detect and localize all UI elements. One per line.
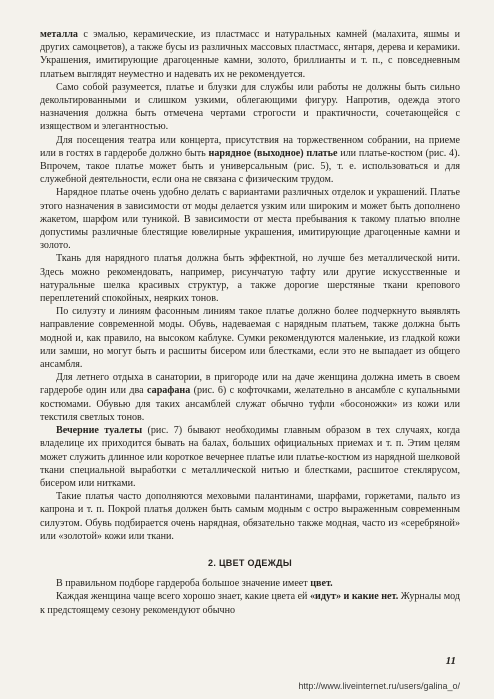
body-text-top xyxy=(40,28,460,543)
text-run: Само собой разумеется, платье и блузки для службы или работы не должны быть сильно декольтированными и слишком узкими, облегающими фигуру. Напротив, одежда этого назначения должна быть отмечена чертами строгости и практичности, сочетающейся с изяществом и элегантностью. xyxy=(40,81,460,133)
text-run: (рис. 6) с кофточками, желательно в ансамбле с купальными костюмами. Обувью для таких ансамблей служат обычно туфли «босоножки» из кожи или текстиля светлых тонов. xyxy=(40,385,461,423)
text-run: Такие платья часто дополняются меховыми палантинами, шарфами, горжетами, пальто из капрона и т. п. Покрой платья должен быть самым модным с остро выраженным современным силуэтом. Обувь подбирается очень нарядная, обязательно также модная, часто из «серебряной» или «золотой» кожи или ткани. xyxy=(40,491,460,542)
body-text-bottom xyxy=(40,577,460,617)
paragraph xyxy=(40,590,460,616)
text-run: Журналы мод к предстоящему сезону рекомендуют обычно xyxy=(40,591,461,616)
bold-term: нарядное (выходное) платье xyxy=(208,147,338,159)
text-run: В правильном подборе гардероба большое значение имеет xyxy=(56,578,311,590)
bold-term: Вечерние туалеты xyxy=(56,425,143,437)
paragraph xyxy=(40,371,460,424)
paragraph xyxy=(40,577,460,590)
section-heading: 2. ЦВЕТ ОДЕЖДЫ xyxy=(208,557,292,568)
paragraph xyxy=(40,252,460,305)
text-run: или платье-костюм (рис. 4). Впрочем, такое платье может быть и универсальным (рис. 5), т. е. использоваться и для служебной деятельности, если она не связана с физическим трудом. xyxy=(40,147,460,186)
paragraph xyxy=(40,28,460,81)
bold-term: «идут» xyxy=(309,591,342,603)
text-run: Ткань для нарядного платья должна быть эффектной, но лучше без металлической нити. Здесь можно рекомендовать, например, рисунчатую тафту или другие искусственные и натуральные шелка красивых структур, а также дорогие шерстяные ткани крепового переплетений спокойных, неярких тонов. xyxy=(40,253,460,305)
page-number: 11 xyxy=(445,655,456,667)
watermark-url: http://www.liveinternet.ru/users/galina_o/ xyxy=(298,681,460,691)
paragraph xyxy=(40,134,460,187)
paragraph xyxy=(40,424,460,490)
text-run: (рис. 7) бывают необходимы главным образом в тех случаях, когда владелице их приходится бывать на балах, больших официальных приемах и т. п. Этим целям может служить длинное или короткое вечернее платье или платье-костюм из нарядной шелковой ткани специальной выработки с металлической нитью и блестками, расшитое стеклярусом, бисером или нитками. xyxy=(40,425,460,489)
text-run: Нарядное платье очень удобно делать с вариантами различных отделок и украшений. Платье этого назначения в зависимости от моды делается узким или широким и может быть дополнено жакетом, шарфом или туникой. В зависимости от места пребывания к такому платью вполне допустимы различные блестящие ювелирные украшения, имитирующие драгоценные камни и золото. xyxy=(40,187,460,252)
paragraph xyxy=(40,81,460,134)
text-run: По силуэту и линиям фасонным линиям такое платье должно более подчеркнуто выявлять направление современной моды. Обувь, надеваемая с нарядным платьем, также должна быть модной и, как правило, на высоком каблуке. Сумки рекомендуются маленькие, из гладкой кожи или замши, но могут быть и расшиты бисером или блестками, если это не выпадает из общего ансамбля. xyxy=(40,306,460,371)
text-run: Для летнего отдыха в санатории, в пригороде или на даче женщина должна иметь в своем гардеробе один или два xyxy=(40,372,460,397)
paragraph xyxy=(40,490,460,543)
document-page xyxy=(40,28,460,617)
text-run: Для посещения театра или концерта, присутствия на торжественном собрании, на приеме или в гостях в гардеробе должно быть xyxy=(40,134,460,159)
text-run: с эмалью, керамические, из пластмасс и натуральных камней (малахита, яшмы и других самоцветов), а также бусы из различных массовых пластмасс, янтаря, дерева и керамики. Украшения, имитирующие драгоценные камни, золото, бриллианты и т. п., с повседневным платьем выглядят неуместно и надевать их не рекомендуется. xyxy=(40,29,460,80)
bold-term: сарафана xyxy=(147,385,191,397)
text-run: Каждая женщина чаще всего хорошо знает, какие цвета ей xyxy=(56,591,310,603)
bold-term: и какие нет. xyxy=(343,591,399,603)
bold-term: цвет. xyxy=(310,578,333,590)
paragraph xyxy=(40,305,460,371)
bold-term: металла xyxy=(40,29,78,40)
paragraph xyxy=(40,186,460,252)
